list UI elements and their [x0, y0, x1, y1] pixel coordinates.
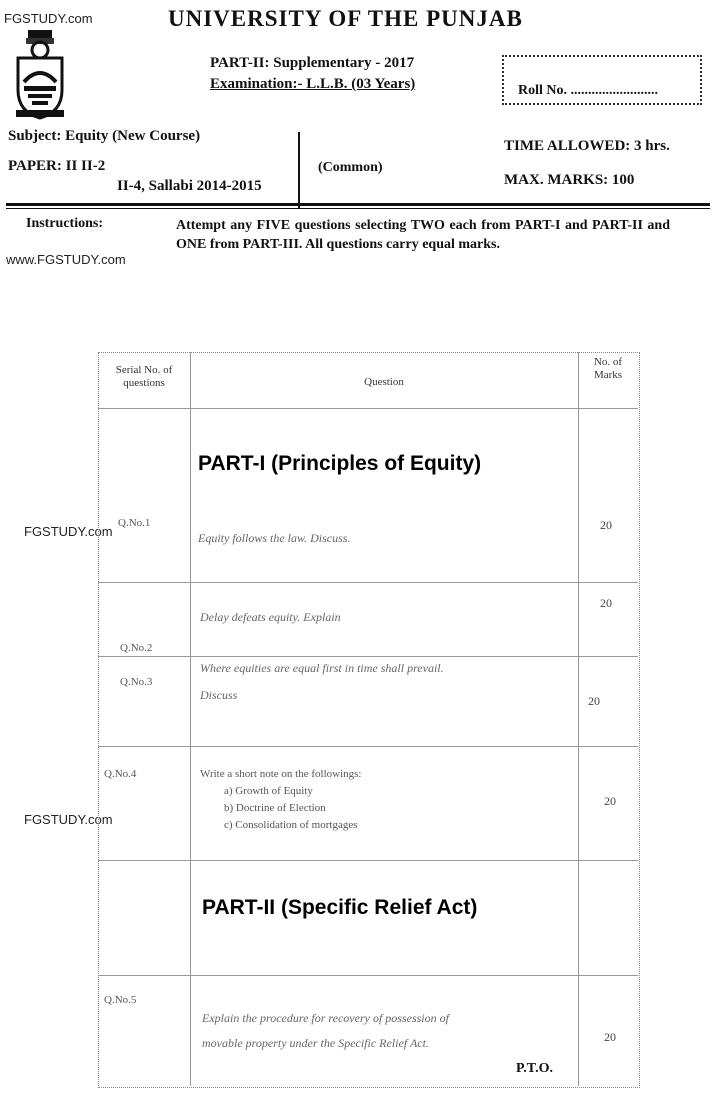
table-header-rule: [98, 408, 638, 409]
header-rule-thin: [6, 208, 710, 209]
university-title: UNIVERSITY OF THE PUNJAB: [168, 6, 523, 31]
instructions-label: Instructions:: [26, 216, 104, 231]
subject: Subject: Equity (New Course): [8, 128, 201, 144]
time-allowed: TIME ALLOWED: 3 hrs.: [504, 138, 670, 154]
row-rule: [98, 656, 638, 657]
col-marks-header: No. of Marks: [593, 356, 623, 381]
common-label: (Common): [318, 160, 383, 175]
col-question-header: Question: [364, 376, 404, 388]
instructions-text: Attempt any FIVE questions selecting TWO each from PART-I and PART-II and ONE from PART-III. All questions carry equal marks.: [176, 218, 670, 252]
roll-number-label: Roll No. .........................: [518, 83, 658, 98]
question-marks: 20: [600, 518, 612, 532]
question-text-cont: Discuss: [200, 688, 238, 702]
max-marks: MAX. MARKS: 100: [504, 172, 635, 188]
header-rule: [6, 203, 710, 206]
question-marks: 20: [604, 1030, 616, 1044]
row-rule: [98, 860, 638, 861]
exam-line: Examination:- L.L.B. (03 Years): [210, 76, 416, 92]
question-number: Q.No.3: [120, 676, 153, 688]
question-marks: 20: [604, 794, 616, 808]
part-line: PART-II: Supplementary - 2017: [210, 55, 415, 71]
list-item: b) Doctrine of Election: [224, 802, 326, 814]
col-serial-header: Serial No. of questions: [115, 364, 173, 389]
watermark-mid2: FGSTUDY.com: [24, 812, 113, 827]
university-crest-icon: [14, 28, 66, 120]
row-rule: [98, 746, 638, 747]
question-number: Q.No.2: [120, 642, 153, 654]
question-number: Q.No.1: [118, 517, 151, 529]
question-number: Q.No.4: [104, 768, 137, 780]
question-text: Delay defeats equity. Explain: [200, 610, 341, 624]
part2-heading: PART-II (Specific Relief Act): [202, 896, 478, 919]
question-text: Write a short note on the followings:: [200, 768, 362, 780]
question-text: Equity follows the law. Discuss.: [198, 531, 351, 545]
question-number: Q.No.5: [104, 994, 137, 1006]
row-rule: [98, 582, 638, 583]
pto-label: P.T.O.: [516, 1061, 553, 1076]
question-text: Where equities are equal first in time shall prevail.: [200, 661, 444, 675]
question-marks: 20: [588, 694, 600, 708]
question-text-cont: movable property under the Specific Relief Act.: [202, 1036, 429, 1050]
part1-heading: PART-I (Principles of Equity): [198, 452, 482, 475]
roll-number-box: [502, 55, 702, 105]
row-rule: [98, 975, 638, 976]
question-text: Explain the procedure for recovery of possession of: [202, 1011, 449, 1025]
list-item: c) Consolidation of mortgages: [224, 819, 358, 831]
header-divider: [298, 132, 300, 208]
question-marks: 20: [600, 596, 612, 610]
paper-session: II-4, Sallabi 2014-2015: [117, 178, 262, 194]
watermark-mid1: FGSTUDY.com: [24, 524, 113, 539]
paper: PAPER: II II-2: [8, 158, 106, 174]
list-item: a) Growth of Equity: [224, 785, 313, 797]
watermark-top: FGSTUDY.com: [4, 11, 93, 26]
watermark-left: www.FGSTUDY.com: [6, 252, 126, 267]
